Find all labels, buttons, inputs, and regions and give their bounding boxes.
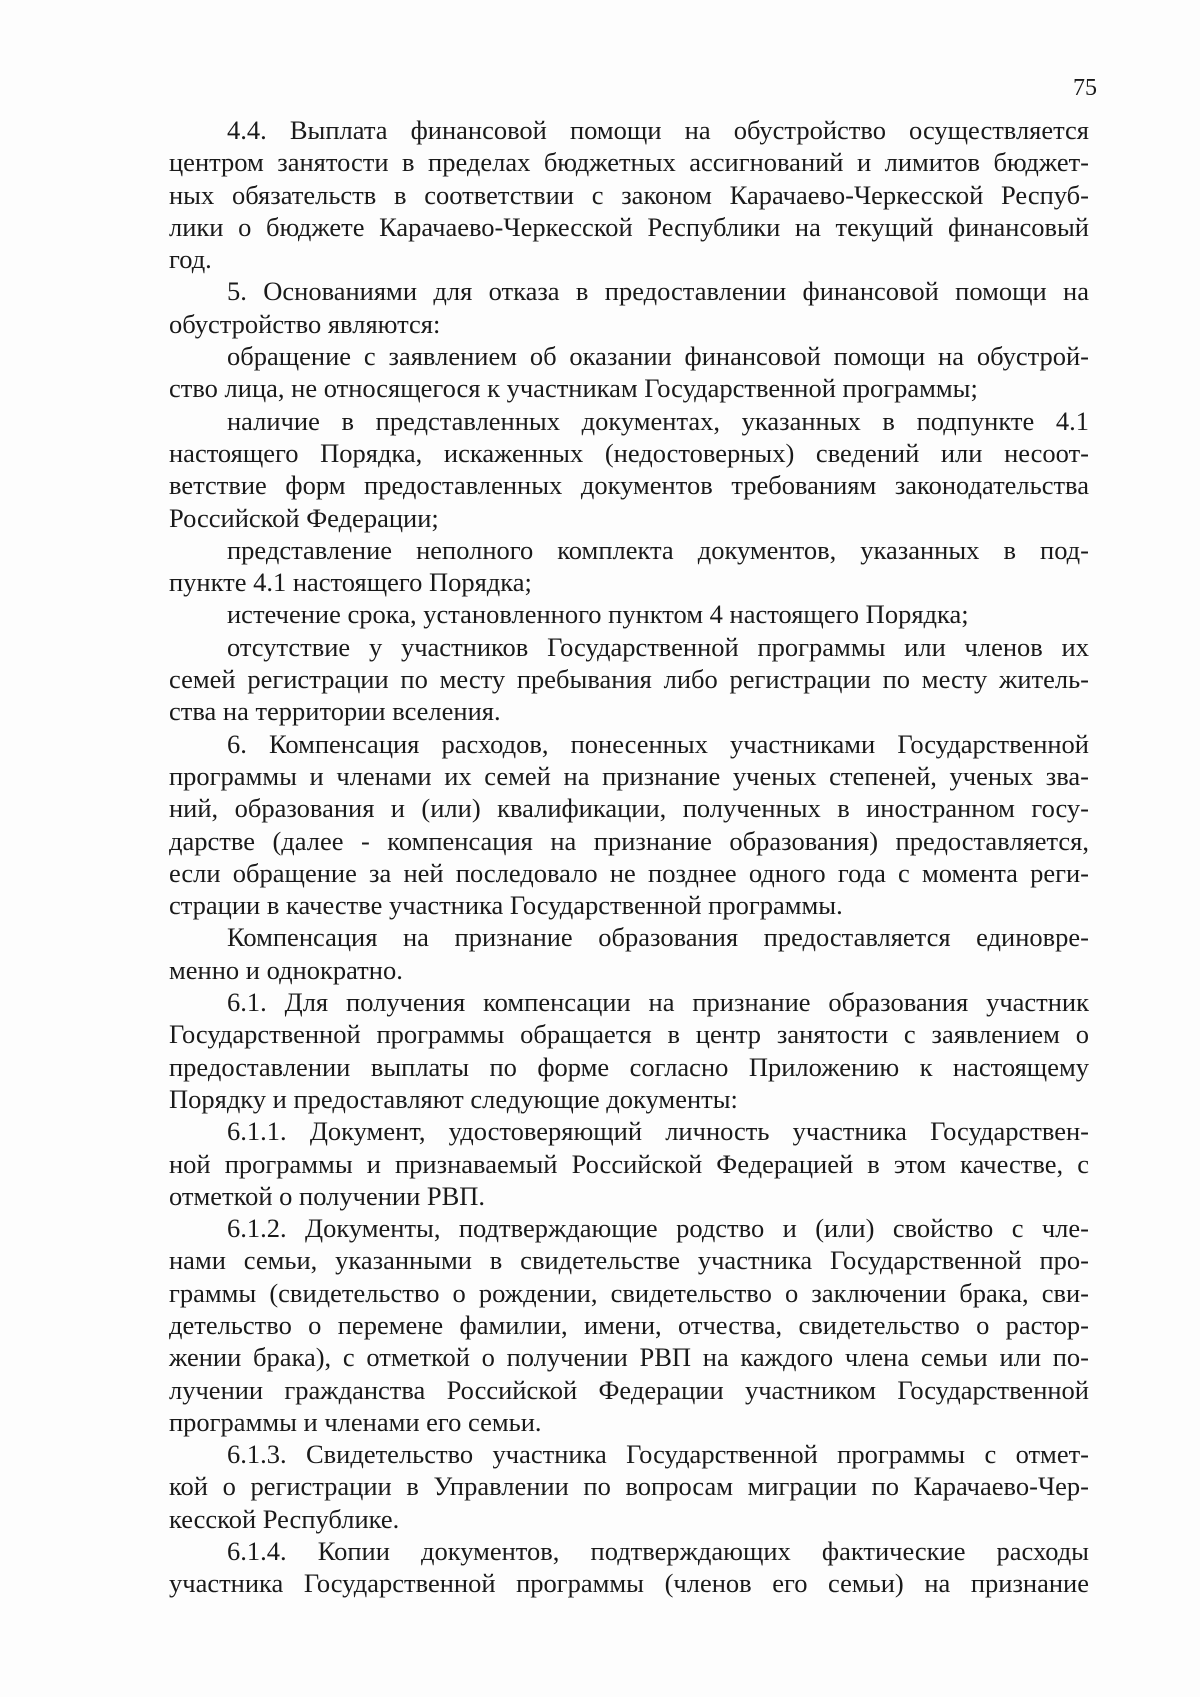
text-line: 6. Компенсация расходов, понесенных участниками Государственной bbox=[227, 728, 1089, 759]
text-line: обустройство являются: bbox=[169, 308, 441, 339]
page-number: 75 bbox=[1073, 75, 1097, 101]
text-line: 4.4. Выплата финансовой помощи на обустройство осуществляется bbox=[227, 115, 1089, 145]
text-line: если обращение за ней последовало не позднее одного года с момента реги- bbox=[169, 857, 1089, 888]
text-line: кесской Республике. bbox=[169, 1503, 400, 1534]
text-line: программы и членами его семьи. bbox=[169, 1406, 542, 1437]
paragraph-p-6-1 bbox=[169, 986, 1089, 1115]
text-line: лучении гражданства Российской Федерации участником Государственной bbox=[169, 1374, 1089, 1405]
text-line: жении брака), с отметкой о получении РВП на каждого члена семьи или по- bbox=[169, 1342, 1089, 1373]
text-line: семей регистрации по месту пребывания либо регистрации по месту житель- bbox=[169, 664, 1089, 695]
text-line: настоящего Порядка, искаженных (недостоверных) сведений или несоот- bbox=[169, 437, 1089, 468]
paragraph-p-5-a bbox=[169, 340, 1089, 405]
text-line: Порядку и предоставляют следующие документы: bbox=[169, 1083, 738, 1114]
text-line: менно и однократно. bbox=[169, 954, 403, 985]
text-line: 6.1.4. Копии документов, подтверждающих фактические расходы bbox=[227, 1536, 1089, 1567]
paragraph-p-5-b bbox=[169, 405, 1089, 534]
text-line: предоставлении выплаты по форме согласно Приложению к настоящему bbox=[169, 1051, 1089, 1082]
text-line: нами семьи, указанными в свидетельстве участника Государственной про- bbox=[169, 1245, 1089, 1276]
text-line: 6.1. Для получения компенсации на признание образования участник bbox=[227, 987, 1089, 1018]
text-line: 6.1.1. Документ, удостоверяющий личность участника Государствен- bbox=[227, 1116, 1089, 1147]
text-line: граммы (свидетельство о рождении, свидетельство о заключении брака, сви- bbox=[169, 1277, 1089, 1308]
text-line: детельство о перемене фамилии, имени, отчества, свидетельство о растор- bbox=[169, 1309, 1089, 1340]
text-line: страции в качестве участника Государственной программы. bbox=[169, 890, 843, 921]
text-line: 6.1.2. Документы, подтверждающие родство и (или) свойство с чле- bbox=[227, 1213, 1089, 1244]
text-line: Государственной программы обращается в центр занятости с заявлением о bbox=[169, 1019, 1089, 1050]
text-line: Компенсация на признание образования предоставляется единовре- bbox=[227, 922, 1089, 953]
text-line: отметкой о получении РВП. bbox=[169, 1180, 486, 1211]
text-line: Российской Федерации; bbox=[169, 502, 439, 533]
text-line: программы и членами их семей на признание ученых степеней, ученых зва- bbox=[169, 760, 1089, 791]
text-line: обращение с заявлением об оказании финансовой помощи на обустрой- bbox=[227, 341, 1089, 372]
text-line: отсутствие у участников Государственной программы или членов их bbox=[227, 631, 1089, 662]
paragraph-p-5-e bbox=[169, 631, 1089, 728]
text-line: ний, образования и (или) квалификации, полученных в иностранном госу- bbox=[169, 793, 1089, 824]
paragraph-p-6-1-1 bbox=[169, 1115, 1089, 1212]
text-line: центром занятости в пределах бюджетных ассигнований и лимитов бюджет- bbox=[169, 147, 1089, 178]
text-line: представление неполного комплекта документов, указанных в под- bbox=[227, 534, 1089, 565]
text-line: истечение срока, установленного пунктом 4 настоящего Порядка; bbox=[227, 599, 969, 630]
text-line: лики о бюджете Карачаево-Черкесской Республики на текущий финансовый bbox=[169, 211, 1089, 242]
paragraph-p-5-d bbox=[169, 598, 1089, 630]
text-line: дарстве (далее - компенсация на признание образования) предоставляется, bbox=[169, 825, 1089, 856]
text-line: ной программы и признаваемый Российской Федерацией в этом качестве, с bbox=[169, 1148, 1089, 1179]
text-line: ства на территории вселения. bbox=[169, 696, 501, 727]
text-line: участника Государственной программы (членов его семьи) на признание bbox=[169, 1568, 1089, 1599]
text-line: пункте 4.1 настоящего Порядка; bbox=[169, 567, 532, 598]
text-line: 5. Основаниями для отказа в предоставлении финансовой помощи на bbox=[227, 276, 1089, 307]
paragraph-p-6-b bbox=[169, 921, 1089, 986]
text-line: 6.1.3. Свидетельство участника Государственной программы с отмет- bbox=[227, 1439, 1089, 1470]
text-line: ветствие форм предоставленных документов требованиям законодательства bbox=[169, 470, 1089, 501]
paragraph-p-6 bbox=[169, 728, 1089, 922]
paragraph-p-5 bbox=[169, 275, 1089, 340]
text-line: ных обязательств в соответствии с законом Карачаево-Черкесской Респуб- bbox=[169, 179, 1089, 210]
text-line: год. bbox=[169, 244, 212, 275]
paragraph-p-6-1-2 bbox=[169, 1212, 1089, 1438]
text-line: кой о регистрации в Управлении по вопросам миграции по Карачаево-Чер- bbox=[169, 1471, 1089, 1502]
document-body bbox=[169, 114, 1089, 1600]
paragraph-p-6-1-3 bbox=[169, 1438, 1089, 1535]
paragraph-p-6-1-4 bbox=[169, 1535, 1089, 1600]
text-line: ство лица, не относящегося к участникам Государственной программы; bbox=[169, 373, 978, 404]
paragraph-p-4-4 bbox=[169, 114, 1089, 275]
text-line: наличие в представленных документах, указанных в подпункте 4.1 bbox=[227, 405, 1089, 436]
paragraph-p-5-c bbox=[169, 534, 1089, 599]
